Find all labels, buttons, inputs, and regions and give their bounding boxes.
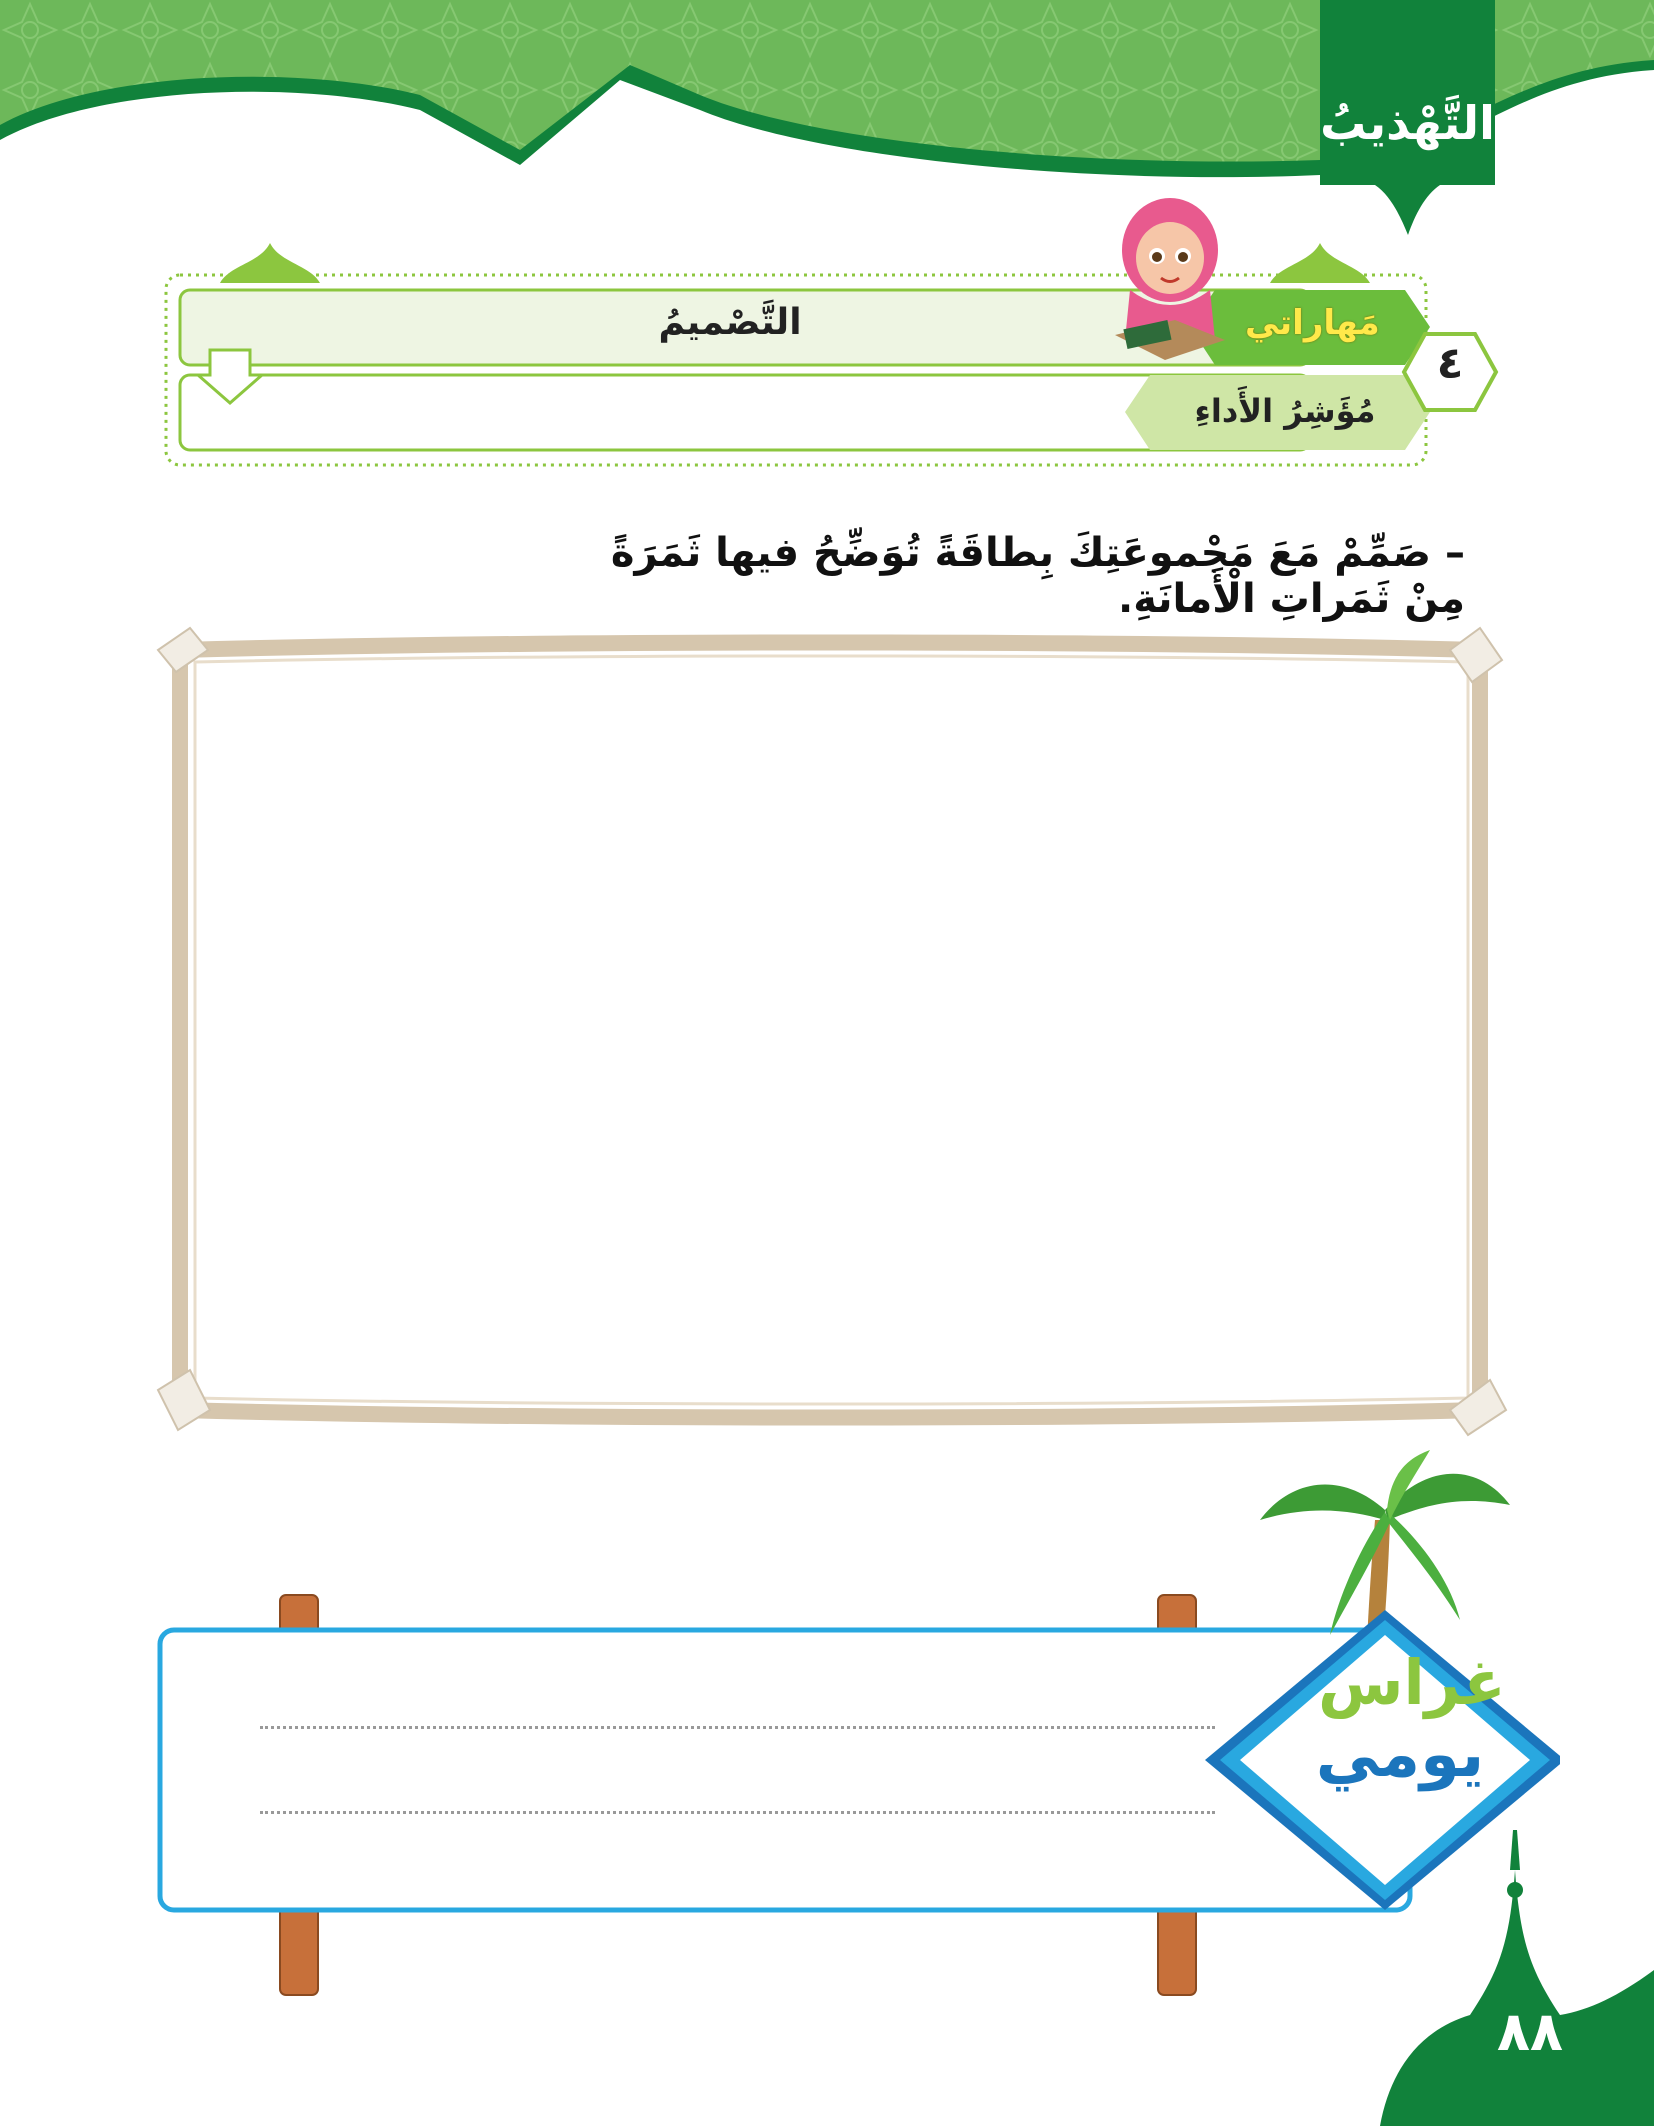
section-title: التَّهْذيبُ <box>1320 96 1495 150</box>
skills-panel <box>160 225 1430 475</box>
daily-planting-title-line1: غراس <box>1318 1646 1506 1719</box>
girl-reading-illustration <box>1105 190 1235 370</box>
skill-name: التَّصْميمُ <box>658 302 802 343</box>
footer-corner-decoration <box>1380 1830 1654 2126</box>
instruction-text: صَمِّمْ مَعَ مَجْموعَتِكَ بِطاقَةً تُوَضِّحُ فيها ثَمَرَةً مِنْ ثَمَراتِ الْأَمانَةِ. <box>610 530 1465 622</box>
writing-line[interactable] <box>260 1811 1215 1814</box>
skills-badge: مَهاراتي <box>1245 303 1380 343</box>
writing-line[interactable] <box>260 1726 1215 1729</box>
performance-indicator-label: مُؤَشِرُ الأَداءِ <box>1194 392 1376 430</box>
page-number: ٨٨ <box>1497 2000 1563 2063</box>
design-card-frame <box>150 620 1510 1440</box>
activity-number: ٤ <box>1436 338 1464 389</box>
task-instruction <box>540 530 1465 622</box>
instruction-bullet: – <box>1445 530 1465 576</box>
daily-planting-title-line2: يومي <box>1315 1718 1485 1792</box>
